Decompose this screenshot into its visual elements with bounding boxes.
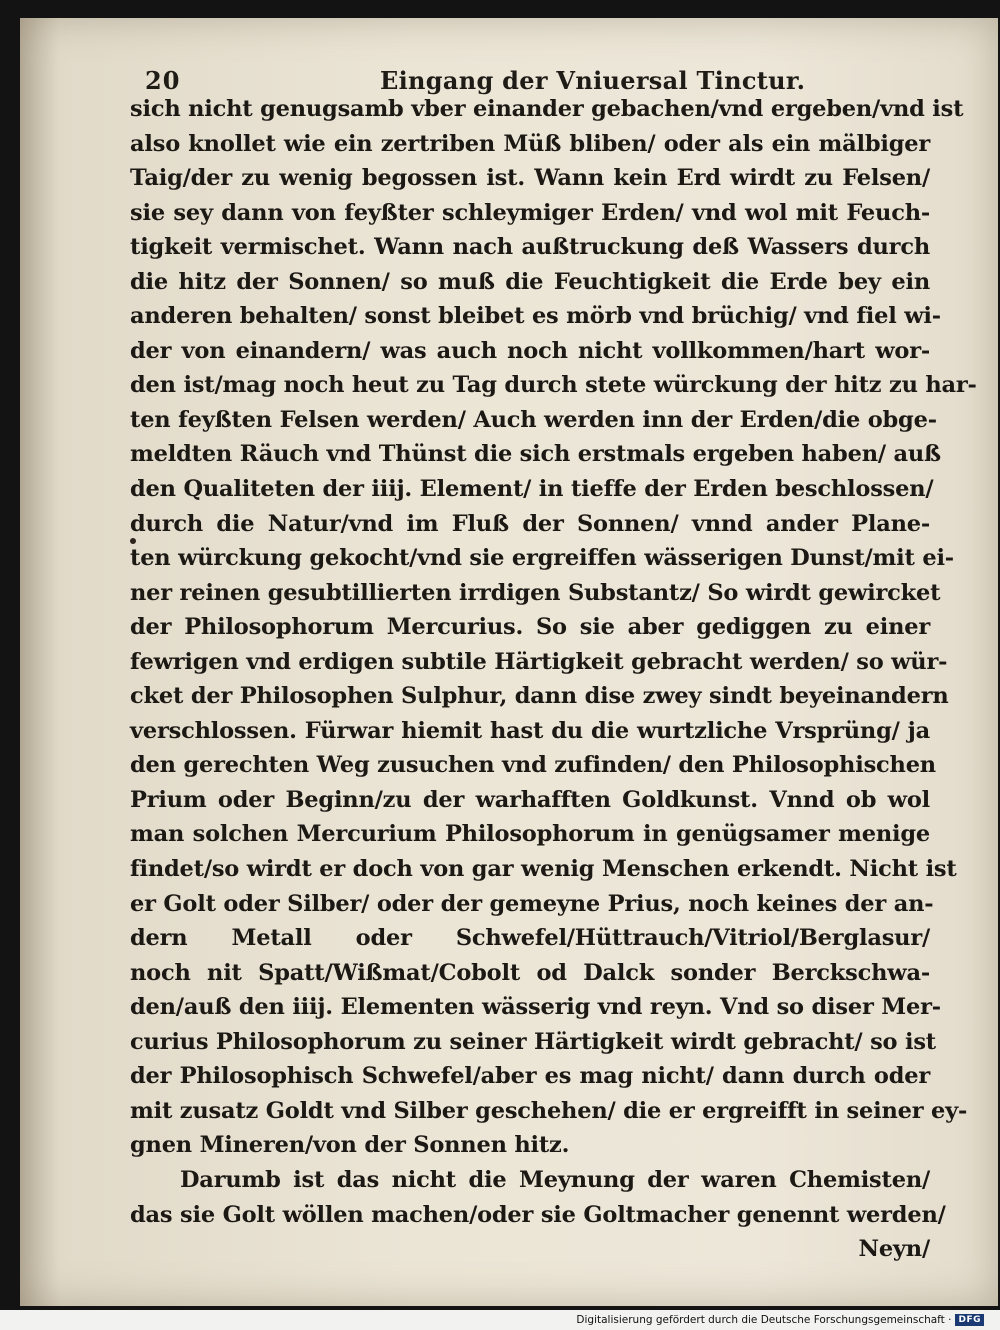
page-number: 20 <box>145 66 181 95</box>
text-line: Taig/der zu wenig begossen ist. Wann kein Erd wirdt zu Felsen/ <box>130 165 930 192</box>
text-line: sie sey dann von feyßter schleymiger Erden/ vnd wol mit Feuch- <box>130 199 930 226</box>
text-line: den ist/mag noch heut zu Tag durch stete würckung der hitz zu har- <box>130 372 977 399</box>
text-line: den gerechten Weg zusuchen vnd zufinden/ den Philosophischen <box>130 752 936 779</box>
funding-credit: Digitalisierung gefördert durch die Deutsche Forschungsgemeinschaft · <box>576 1314 952 1326</box>
text-line: der Philosophorum Mercurius. So sie aber gediggen zu einer <box>130 614 930 641</box>
text-line: er Golt oder Silber/ oder der gemeyne Prius, noch keines der an- <box>130 890 934 917</box>
text-line: durch die Natur/vnd im Fluß der Sonnen/ vnnd ander Plane- <box>130 510 930 537</box>
text-line: tigkeit vermischet. Wann nach außtruckung deß Wassers durch <box>130 234 930 261</box>
text-line: ner reinen gesubtillierten irrdigen Substantz/ So wirdt gewircket <box>130 579 941 606</box>
text-line: ten würckung gekocht/vnd sie ergreiffen wässerigen Dunst/mit ei- <box>130 545 954 572</box>
text-line: gnen Mineren/von der Sonnen hitz. <box>130 1132 570 1159</box>
text-line: den/auß den iiij. Elementen wässerig vnd reyn. Vnd so diser Mer- <box>130 994 941 1021</box>
text-line: mit zusatz Goldt vnd Silber geschehen/ die er ergreifft in seiner ey- <box>130 1097 968 1124</box>
text-line: anderen behalten/ sonst bleibet es mörb vnd brüchig/ vnd fiel wi- <box>130 303 941 330</box>
text-line: man solchen Mercurium Philosophorum in genügsamer menige <box>130 821 930 848</box>
running-title: Eingang der Vniuersal Tinctur. <box>380 66 806 95</box>
text-line: also knollet wie ein zertriben Müß bliben/ oder als ein mälbiger <box>130 130 930 157</box>
dfg-logo: DFG <box>955 1314 984 1326</box>
text-line: fewrigen vnd erdigen subtile Härtigkeit gebracht werden/ so wür- <box>130 648 948 675</box>
digitization-footer <box>576 1313 984 1327</box>
text-line: verschlossen. Fürwar hiemit hast du die wurtzliche Vrsprüng/ ja <box>130 717 930 744</box>
text-line: curius Philosophorum zu seiner Härtigkeit wirdt gebracht/ so ist <box>130 1028 936 1055</box>
text-line: den Qualiteten der iiij. Element/ in tieffe der Erden beschlossen/ <box>130 476 934 503</box>
catchword: Neyn/ <box>858 1236 930 1263</box>
text-line: meldten Räuch vnd Thünst die sich erstmals ergeben haben/ auß <box>130 441 941 468</box>
text-line: dern Metall oder Schwefel/Hüttrauch/Vitriol/Berglasur/ <box>130 925 930 952</box>
text-line: sich nicht genugsamb vber einander gebachen/vnd ergeben/vnd ist <box>130 96 964 122</box>
text-line: findet/so wirdt er doch von gar wenig Menschen erkendt. Nicht ist <box>130 856 957 883</box>
text-line: der von einandern/ was auch noch nicht vollkommen/hart wor- <box>130 337 930 364</box>
paragraph-start-line: Darumb ist das nicht die Meynung der waren Chemisten/ <box>180 1166 930 1193</box>
body-text <box>130 92 977 1267</box>
text-line: die hitz der Sonnen/ so muß die Feuchtigkeit die Erde bey ein <box>130 268 930 295</box>
text-line: Prium oder Beginn/zu der warhafften Goldkunst. Vnnd ob wol <box>130 786 930 813</box>
text-line: ten feyßten Felsen werden/ Auch werden inn der Erden/die obge- <box>130 406 937 433</box>
text-line: cket der Philosophen Sulphur, dann dise zwey sindt beyeinandern <box>130 683 949 710</box>
text-line: das sie Golt wöllen machen/oder sie Goltmacher genennt werden/ <box>130 1201 946 1228</box>
text-line: noch nit Spatt/Wißmat/Cobolt od Dalck sonder Berckschwa- <box>130 959 930 986</box>
text-line: der Philosophisch Schwefel/aber es mag nicht/ dann durch oder <box>130 1063 930 1090</box>
